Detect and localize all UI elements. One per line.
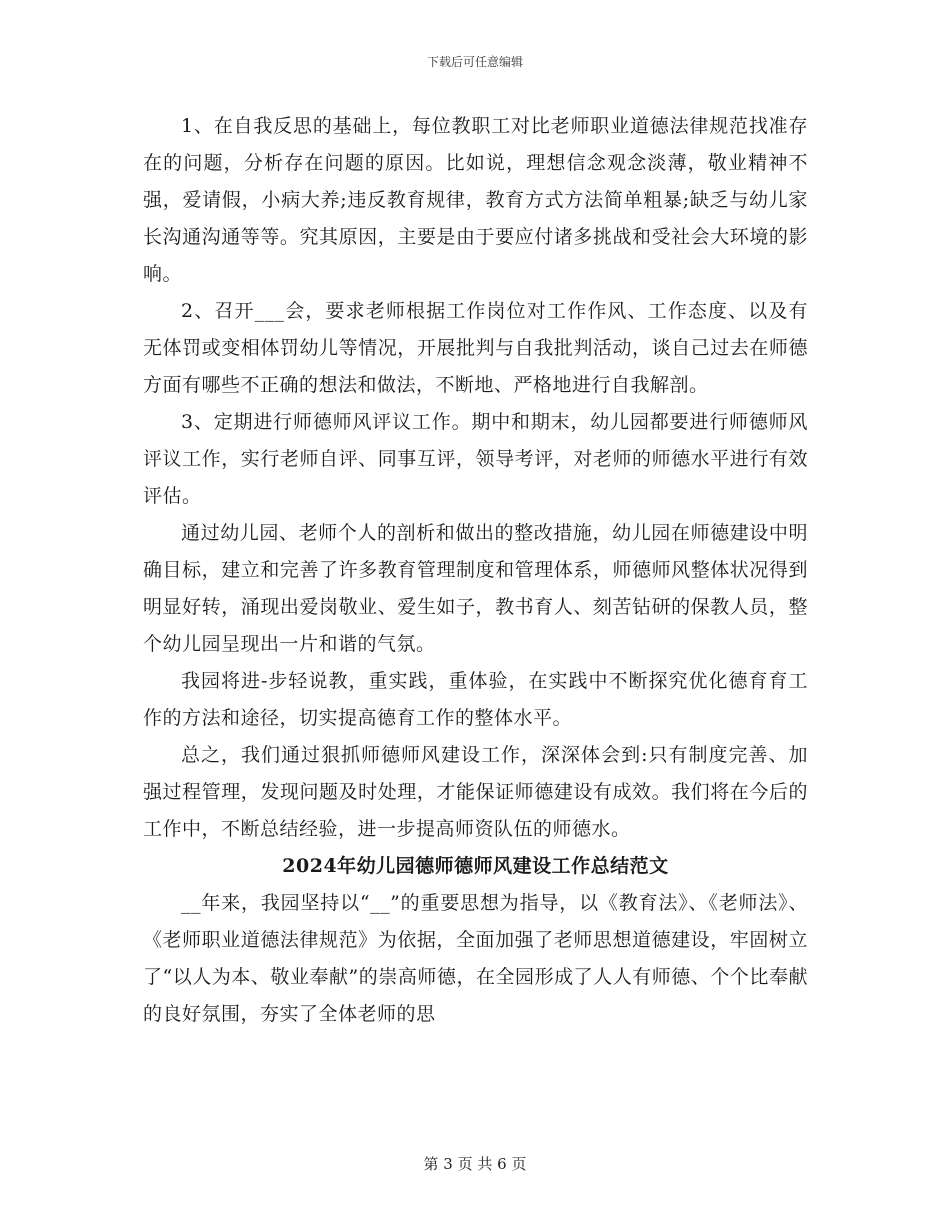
section-paragraph-1: __年来，我园坚持以“__”的重要思想为指导，以《教育法》、《老师法》、《老师职业道德法律规范》为依据，全面加强了老师思想道德建设，牢固树立了“以人为本、敬业奉献”的崇高师德，在全园形成了人人有师德、个个比奉献的良好氛围，夯实了全体老师的思 [143, 892, 808, 1025]
paragraph-4: 通过幼儿园、老师个人的剖析和做出的整改措施，幼儿园在师德建设中明确目标，建立和完善了许多教育管理制度和管理体系，师德师风整体状况得到明显好转，涌现出爱岗敬业、爱生如子，教书育人、刻苦钻研的保教人员，整个幼儿园呈现出一片和谐的气氛。 [143, 522, 808, 655]
document-body [143, 108, 808, 1033]
paragraph-3: 3、定期进行师德师风评议工作。期中和期末，幼儿园都要进行师德师风评议工作，实行老师自评、同事互评，领导考评，对老师的师德水平进行有效评估。 [143, 411, 808, 507]
paragraph-2: 2、召开___会，要求老师根据工作岗位对工作作风、工作态度、以及有无体罚或变相体罚幼儿等情况，开展批判与自我批判活动，谈自己过去在师德方面有哪些不正确的想法和做法，不断地、严格地进行自我解剖。 [143, 300, 808, 396]
page-number: 第 3 页 共 6 页 [423, 1155, 527, 1173]
page-header: 下载后可任意编辑 [426, 55, 523, 69]
paragraph-6: 总之，我们通过狠抓师德师风建设工作，深深体会到:只有制度完善、加强过程管理，发现问题及时处理，才能保证师德建设有成效。我们将在今后的工作中，不断总结经验，进一步提高师资队伍的师德水。 [143, 744, 808, 840]
section-title: 2024年幼儿园德师德师风建设工作总结范文 [282, 855, 669, 877]
paragraph-1: 1、在自我反思的基础上，每位教职工对比老师职业道德法律规范找准存在的问题，分析存在问题的原因。比如说，理想信念观念淡薄，敬业精神不强，爱请假，小病大养;违反教育规律，教育方式方法简单粗暴;缺乏与幼儿家长沟通沟通等等。究其原因，主要是由于要应付诸多挑战和受社会大环境的影响。 [143, 115, 808, 285]
paragraph-5: 我园将进-步轻说教，重实践，重体验，在实践中不断探究优化德育育工作的方法和途径，切实提高德育工作的整体水平。 [143, 670, 808, 729]
